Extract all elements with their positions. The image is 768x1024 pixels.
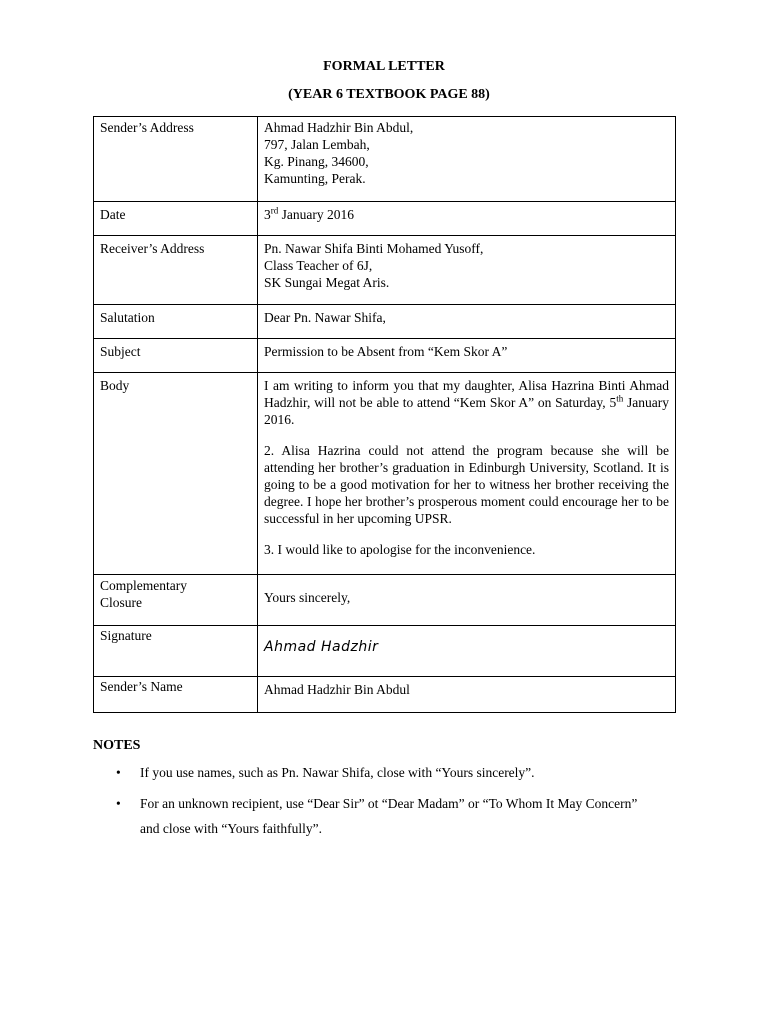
- sender-address-line: Ahmad Hadzhir Bin Abdul,: [264, 120, 414, 135]
- note-text: If you use names, such as Pn. Nawar Shifa, close with “Yours sincerely”.: [140, 765, 535, 780]
- sender-name-value: Ahmad Hadzhir Bin Abdul: [258, 677, 676, 713]
- signature-label: Signature: [94, 626, 258, 677]
- closure-value: Yours sincerely,: [258, 575, 676, 626]
- sender-address-line: 797, Jalan Lembah,: [264, 137, 370, 152]
- sender-address-value: [258, 117, 676, 202]
- table-row-date: [94, 202, 676, 236]
- body-paragraph-1-sup: th: [616, 393, 624, 404]
- subject-value: Permission to be Absent from “Kem Skor A”: [258, 339, 676, 373]
- sender-address-label: Sender’s Address: [94, 117, 258, 202]
- table-row-signature: [94, 626, 676, 677]
- table-row-sender-address: [94, 117, 676, 202]
- date-value: [258, 202, 676, 236]
- closure-label-line-2: Closure: [100, 595, 142, 610]
- body-paragraph-1-start: I am writing to inform you that my daughter, Alisa Hazrina Binti Ahmad Hadzhir, will not be able to attend “Kem Skor A” on Saturday, 5: [264, 378, 669, 410]
- receiver-address-line: Pn. Nawar Shifa Binti Mohamed Yusoff,: [264, 241, 484, 256]
- list-item: [100, 791, 660, 841]
- date-suffix: rd: [270, 205, 279, 216]
- notes-list: [100, 760, 660, 847]
- notes-heading: NOTES: [93, 738, 141, 753]
- sender-address-line: Kamunting, Perak.: [264, 171, 366, 186]
- table-row-subject: [94, 339, 676, 373]
- document-title: FORMAL LETTER: [323, 59, 445, 74]
- body-paragraph-1: [264, 377, 669, 428]
- note-text: For an unknown recipient, use “Dear Sir” ot “Dear Madam” or “To Whom It May Concern” and close with “Yours faithfully”.: [140, 796, 638, 836]
- body-label: Body: [94, 373, 258, 575]
- receiver-address-line: Class Teacher of 6J,: [264, 258, 373, 273]
- date-day: 3: [264, 207, 271, 222]
- closure-label: [94, 575, 258, 626]
- document-subtitle: (YEAR 6 TEXTBOOK PAGE 88): [288, 87, 490, 102]
- date-label: Date: [94, 202, 258, 236]
- salutation-value: Dear Pn. Nawar Shifa,: [258, 305, 676, 339]
- table-row-salutation: [94, 305, 676, 339]
- bullet-icon: •: [116, 796, 121, 811]
- receiver-address-label: Receiver’s Address: [94, 236, 258, 305]
- table-row-receiver-address: [94, 236, 676, 305]
- closure-label-line-1: Complementary: [100, 578, 187, 593]
- list-item: [100, 760, 660, 785]
- handwritten-signature: Ahmad Hadzhir: [264, 639, 379, 655]
- sender-name-label: Sender’s Name: [94, 677, 258, 713]
- date-rest: January 2016: [278, 207, 354, 222]
- bullet-icon: •: [116, 765, 121, 780]
- body-paragraph-3: 3. I would like to apologise for the inconvenience.: [264, 542, 536, 557]
- body-paragraph-2: 2. Alisa Hazrina could not attend the program because she will be attending her brother’s graduation in Edinburgh University, Scotland. It is going to be a good motivation for her to witness her brother receiving the degree. I hope her brother’s prosperous moment could encourage her to be successful in her upcoming UPSR.: [264, 443, 669, 526]
- receiver-address-line: SK Sungai Megat Aris.: [264, 275, 390, 290]
- receiver-address-value: [258, 236, 676, 305]
- signature-value: [258, 626, 676, 677]
- subject-label: Subject: [94, 339, 258, 373]
- table-row-body: [94, 373, 676, 575]
- table-row-closure: [94, 575, 676, 626]
- sender-address-line: Kg. Pinang, 34600,: [264, 154, 369, 169]
- table-row-sender-name: [94, 677, 676, 713]
- salutation-label: Salutation: [94, 305, 258, 339]
- body-value: [258, 373, 676, 575]
- body-paragraph-1-end: January 2016.: [264, 395, 670, 427]
- formal-letter-table: [93, 116, 676, 713]
